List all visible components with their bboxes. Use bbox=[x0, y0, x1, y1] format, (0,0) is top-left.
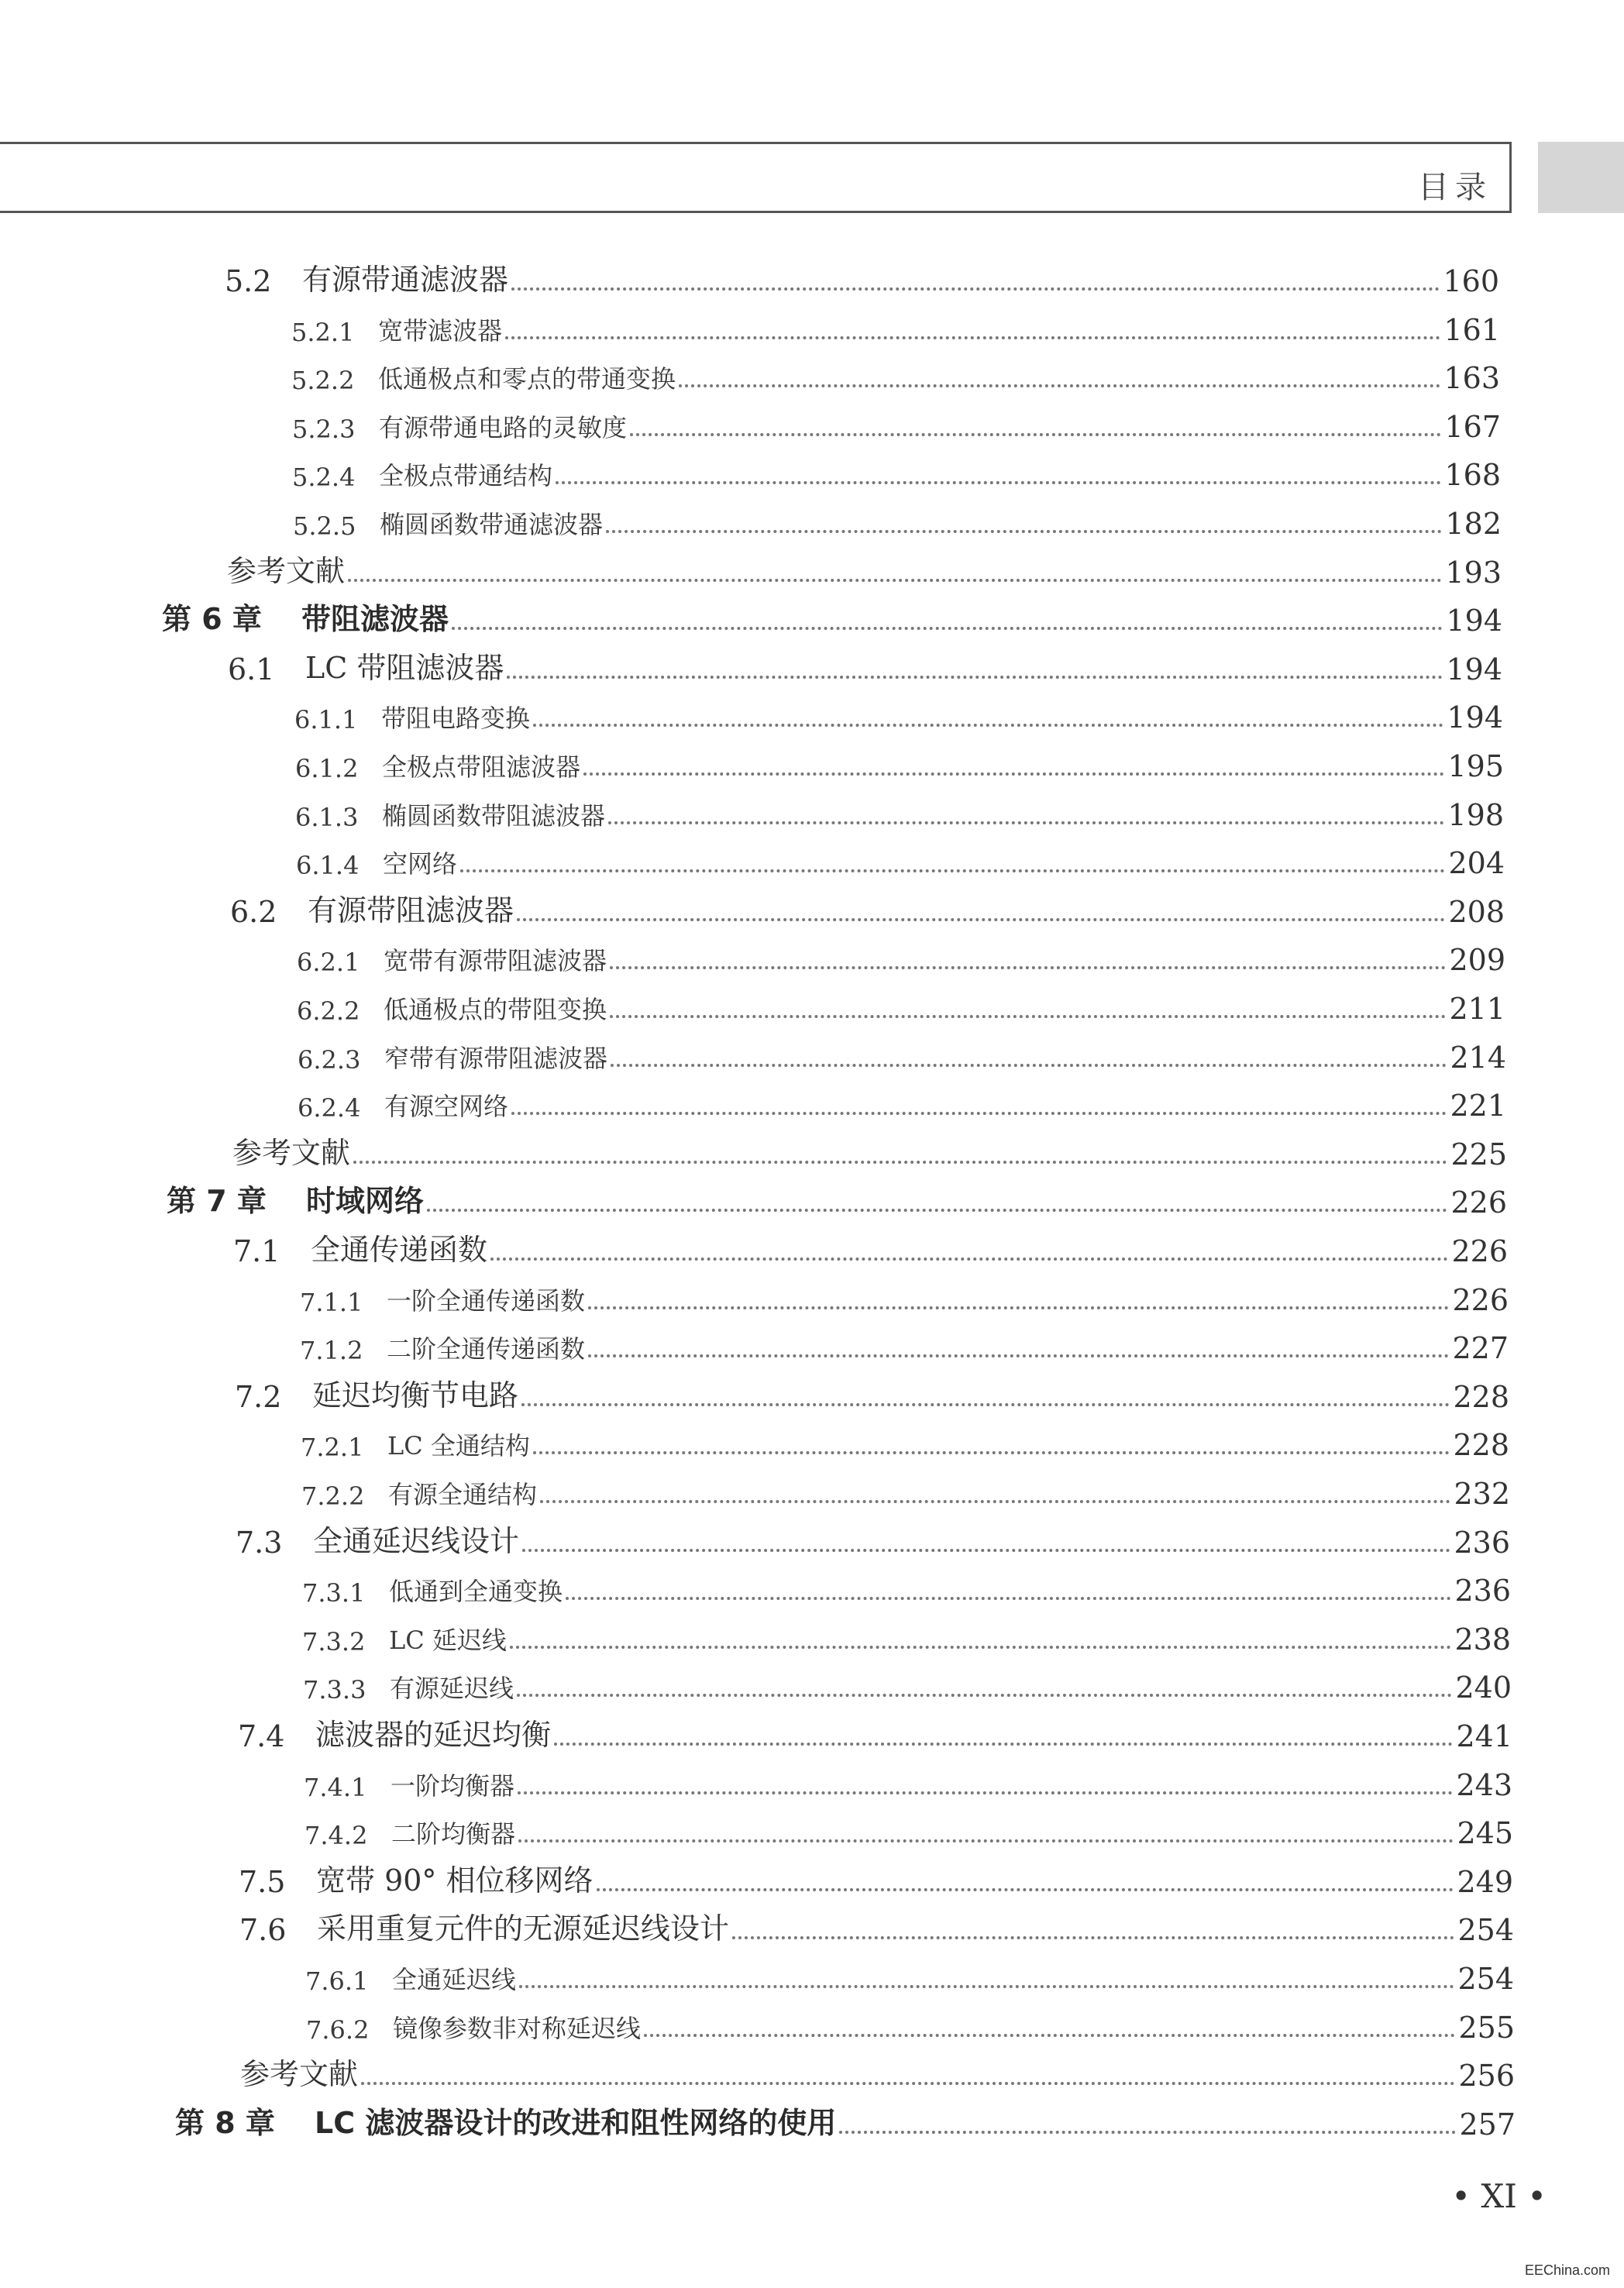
toc-entry-page: 228 bbox=[1453, 1428, 1509, 1462]
dot-leader bbox=[517, 1694, 1452, 1697]
toc-entry-number: 7.3 bbox=[236, 1526, 283, 1560]
toc-entry-page: 208 bbox=[1448, 895, 1505, 929]
toc-entry-number: 7.2 bbox=[235, 1380, 282, 1414]
toc-entry-title: 有源带通电路的灵敏度 bbox=[379, 413, 628, 442]
toc-entry-number: 7.1.2 bbox=[300, 1336, 363, 1365]
toc-entry-page: 232 bbox=[1454, 1477, 1510, 1511]
toc-entry-number: 6.1.4 bbox=[296, 851, 360, 880]
toc-section-entry[interactable] bbox=[0, 880, 1505, 929]
toc-entry-number: 7.2.2 bbox=[301, 1481, 365, 1511]
toc-subsection-entry[interactable] bbox=[0, 298, 1500, 347]
dot-leader bbox=[521, 1403, 1450, 1406]
toc-subsection-entry[interactable] bbox=[0, 1462, 1510, 1511]
toc-entry-number: 7.5 bbox=[239, 1865, 286, 1899]
toc-entry-number: 7.4 bbox=[238, 1719, 285, 1753]
toc-entry-page: 241 bbox=[1456, 1719, 1512, 1753]
header-rule-right bbox=[1509, 142, 1512, 213]
toc-section-entry[interactable] bbox=[0, 1705, 1512, 1753]
toc-subsection-entry[interactable] bbox=[0, 686, 1503, 735]
toc-entry-title: LC 带阻滤波器 bbox=[305, 651, 504, 685]
dot-leader bbox=[460, 869, 1445, 872]
toc-entry-title: 宽带滤波器 bbox=[378, 316, 503, 346]
toc-entry-page: 221 bbox=[1450, 1089, 1506, 1123]
toc-references-entry[interactable] bbox=[0, 541, 1502, 590]
dot-leader bbox=[554, 1743, 1453, 1746]
toc-entry-page: 204 bbox=[1448, 846, 1505, 880]
toc-entry-title: 二阶全通传递函数 bbox=[387, 1334, 586, 1364]
toc-entry-number: 7.3.1 bbox=[302, 1578, 366, 1608]
toc-entry-number: 7.3.2 bbox=[302, 1627, 366, 1657]
toc-entry-page: 243 bbox=[1456, 1768, 1512, 1802]
toc-entry-title: 有源全通结构 bbox=[388, 1480, 538, 1509]
dot-leader bbox=[679, 384, 1440, 387]
toc-entry-title: 空网络 bbox=[383, 849, 458, 879]
toc-entry-page: 228 bbox=[1453, 1380, 1509, 1414]
toc-section-entry[interactable] bbox=[0, 1511, 1510, 1560]
toc-entry-number: 6.2 bbox=[230, 895, 277, 929]
toc-references-entry[interactable] bbox=[0, 2044, 1515, 2093]
toc-subsection-entry[interactable] bbox=[0, 1947, 1514, 1996]
toc-entry-number: 6.1.1 bbox=[294, 705, 358, 735]
toc-entry-page: 257 bbox=[1459, 2107, 1516, 2142]
toc-chapter-entry[interactable] bbox=[0, 589, 1502, 638]
dot-leader bbox=[611, 1064, 1447, 1067]
dot-leader bbox=[540, 1500, 1450, 1503]
dot-leader bbox=[610, 1015, 1446, 1018]
toc-entry-page: 195 bbox=[1447, 749, 1504, 783]
toc-entry-number: 第 8 章 bbox=[175, 2106, 275, 2140]
dot-leader bbox=[511, 287, 1440, 291]
dot-leader bbox=[630, 433, 1441, 436]
toc-entry-page: 255 bbox=[1458, 2011, 1515, 2045]
toc-subsection-entry[interactable] bbox=[0, 1074, 1506, 1123]
page-number: • XI • bbox=[1451, 2177, 1547, 2215]
toc-entry-title: 低通极点和零点的带通变换 bbox=[378, 364, 676, 394]
toc-entry-title: LC 延迟线 bbox=[389, 1626, 507, 1655]
dot-leader bbox=[361, 2082, 1455, 2085]
toc-section-entry[interactable] bbox=[0, 1850, 1513, 1899]
toc-entry-title: 有源空网络 bbox=[384, 1092, 509, 1121]
toc-entry-title: 参考文献 bbox=[227, 554, 346, 588]
toc-subsection-entry[interactable] bbox=[0, 783, 1504, 832]
toc-entry-title: 全极点带通结构 bbox=[379, 461, 553, 490]
toc-entry-number: 7.4.2 bbox=[304, 1821, 368, 1850]
toc-entry-number: 5.2.5 bbox=[293, 511, 356, 541]
toc-entry-page: 226 bbox=[1452, 1283, 1509, 1317]
toc-entry-title: 全极点带阻滤波器 bbox=[382, 752, 581, 782]
dot-leader bbox=[490, 1258, 1448, 1261]
toc-subsection-entry[interactable] bbox=[0, 1608, 1511, 1657]
dot-leader bbox=[522, 1549, 1450, 1552]
dot-leader bbox=[452, 627, 1443, 630]
dot-leader bbox=[583, 772, 1444, 776]
dot-leader bbox=[606, 530, 1442, 533]
toc-entry-page: 198 bbox=[1447, 798, 1504, 832]
toc-entry-title: 有源延迟线 bbox=[390, 1674, 514, 1703]
toc-entry-title: 一阶均衡器 bbox=[391, 1771, 515, 1801]
toc-entry-number: 6.1.2 bbox=[295, 754, 359, 783]
toc-section-entry[interactable] bbox=[0, 1220, 1508, 1268]
toc-subsection-entry[interactable] bbox=[0, 1268, 1509, 1317]
toc-subsection-entry[interactable] bbox=[0, 1996, 1515, 2045]
toc-entry-number: 6.2.1 bbox=[297, 948, 360, 977]
toc-entry-number: 7.6.1 bbox=[305, 1966, 369, 1996]
dot-leader bbox=[519, 1985, 1454, 1988]
dot-leader bbox=[348, 579, 1442, 582]
toc-section-entry[interactable] bbox=[0, 249, 1499, 298]
toc-entry-page: 194 bbox=[1446, 652, 1502, 686]
dot-leader bbox=[588, 1354, 1449, 1357]
toc-entry-title: 椭圆函数带阻滤波器 bbox=[382, 801, 606, 831]
dot-leader bbox=[608, 821, 1444, 824]
toc-entry-title: 参考文献 bbox=[240, 2057, 359, 2091]
dot-leader bbox=[732, 1936, 1454, 1939]
dot-leader bbox=[533, 1451, 1450, 1454]
toc-entry-page: 194 bbox=[1446, 604, 1502, 638]
toc-subsection-entry[interactable] bbox=[0, 1656, 1512, 1705]
toc-entry-page: 163 bbox=[1443, 361, 1500, 395]
toc-section-entry[interactable] bbox=[0, 1365, 1509, 1414]
toc-subsection-entry[interactable] bbox=[0, 346, 1500, 395]
toc-entry-number: 7.3.3 bbox=[303, 1675, 366, 1705]
toc-entry-page: 236 bbox=[1454, 1574, 1511, 1608]
toc-subsection-entry[interactable] bbox=[0, 492, 1502, 541]
toc-entry-title: 全通延迟线 bbox=[392, 1965, 517, 1994]
toc-subsection-entry[interactable] bbox=[0, 977, 1505, 1026]
toc-entry-number: 6.2.2 bbox=[297, 996, 360, 1026]
dot-leader bbox=[610, 966, 1446, 969]
toc-entry-page: 238 bbox=[1454, 1622, 1511, 1657]
dot-leader bbox=[597, 1888, 1454, 1891]
dot-leader bbox=[511, 1112, 1447, 1115]
toc-subsection-entry[interactable] bbox=[0, 831, 1505, 880]
toc-entry-page: 193 bbox=[1445, 556, 1502, 590]
toc-entry-number: 7.1 bbox=[233, 1234, 280, 1268]
dot-leader bbox=[505, 336, 1440, 339]
toc-entry-number: 7.6 bbox=[239, 1913, 287, 1947]
toc-entry-page: 226 bbox=[1450, 1185, 1507, 1220]
toc-entry-page: 214 bbox=[1450, 1041, 1506, 1075]
toc-subsection-entry[interactable] bbox=[0, 735, 1504, 783]
dot-leader bbox=[353, 1161, 1447, 1164]
toc-entry-number: 5.2.4 bbox=[292, 463, 356, 492]
toc-entry-number: 7.2.1 bbox=[301, 1433, 364, 1462]
toc-entry-number: 7.4.1 bbox=[304, 1773, 367, 1802]
toc-entry-title: 采用重复元件的无源延迟线设计 bbox=[317, 1911, 730, 1946]
dot-leader bbox=[644, 2034, 1455, 2037]
toc-entry-title: 低通极点的带阻变换 bbox=[384, 995, 607, 1024]
dot-leader bbox=[839, 2131, 1456, 2134]
dot-leader bbox=[588, 1306, 1449, 1309]
toc-entry-page: 182 bbox=[1445, 507, 1502, 541]
toc-entry-page: 254 bbox=[1457, 1962, 1514, 1996]
toc-entry-page: 160 bbox=[1443, 264, 1499, 298]
toc-entry-page: 240 bbox=[1455, 1670, 1512, 1705]
toc-entry-title: 宽带有源带阻滤波器 bbox=[384, 946, 607, 975]
toc-entry-number: 5.2.3 bbox=[292, 415, 356, 444]
toc-entry-page: 256 bbox=[1458, 2059, 1515, 2093]
toc-references-entry[interactable] bbox=[0, 1123, 1507, 1172]
toc-entry-title: 参考文献 bbox=[232, 1136, 351, 1170]
toc-entry-title: 有源带阻滤波器 bbox=[308, 893, 514, 927]
dot-leader bbox=[533, 724, 1443, 727]
watermark: EEChina.com bbox=[1524, 2262, 1610, 2278]
toc-chapter-entry[interactable] bbox=[0, 1171, 1507, 1220]
edge-thumb-tab bbox=[1538, 142, 1624, 213]
toc-entry-number: 5.2.2 bbox=[291, 366, 355, 395]
toc-subsection-entry[interactable] bbox=[0, 1413, 1509, 1462]
toc-entry-number: 5.2 bbox=[225, 264, 272, 298]
toc-entry-title: 时域网络 bbox=[306, 1184, 425, 1218]
toc-chapter-entry[interactable] bbox=[0, 2093, 1516, 2142]
dot-leader bbox=[556, 481, 1441, 484]
toc-entry-title: 窄带有源带阻滤波器 bbox=[384, 1044, 608, 1073]
toc-entry-page: 236 bbox=[1454, 1526, 1510, 1560]
toc-section-entry[interactable] bbox=[0, 638, 1502, 686]
toc-entry-page: 245 bbox=[1457, 1816, 1513, 1850]
toc-entry-page: 226 bbox=[1451, 1234, 1508, 1268]
header-rule-top bbox=[0, 142, 1511, 144]
toc-entry-page: 227 bbox=[1452, 1331, 1509, 1365]
toc-entry-number: 5.2.1 bbox=[291, 318, 355, 347]
toc-entry-page: 194 bbox=[1447, 700, 1503, 735]
toc-entry-number: 6.2.3 bbox=[298, 1045, 361, 1075]
dot-leader bbox=[518, 1791, 1453, 1794]
toc-entry-page: 225 bbox=[1450, 1137, 1507, 1172]
toc-entry-title: LC 全通结构 bbox=[387, 1431, 530, 1461]
toc-entry-page: 209 bbox=[1449, 943, 1505, 977]
toc-entry-title: 全通传递函数 bbox=[311, 1233, 488, 1267]
toc-subsection-entry[interactable] bbox=[0, 928, 1505, 977]
dot-leader bbox=[510, 1646, 1452, 1649]
toc-entry-number: 第 6 章 bbox=[162, 602, 262, 636]
toc-subsection-entry[interactable] bbox=[0, 1559, 1511, 1608]
toc-entry-title: 低通到全通变换 bbox=[389, 1577, 563, 1606]
toc-subsection-entry[interactable] bbox=[0, 443, 1501, 492]
toc-subsection-entry[interactable] bbox=[0, 395, 1501, 444]
toc-entry-title: 宽带 90° 相位移网络 bbox=[316, 1863, 594, 1897]
toc-subsection-entry[interactable] bbox=[0, 1316, 1509, 1365]
toc-entry-title: 带阻滤波器 bbox=[301, 602, 449, 636]
toc-entry-title: 滤波器的延迟均衡 bbox=[315, 1718, 552, 1752]
dot-leader bbox=[566, 1597, 1451, 1600]
toc-entry-number: 第 7 章 bbox=[167, 1184, 267, 1218]
toc-entry-title: 全通延迟线设计 bbox=[313, 1524, 520, 1558]
toc-entry-page: 249 bbox=[1457, 1865, 1513, 1899]
header-rule-bottom bbox=[0, 211, 1511, 213]
dot-leader bbox=[518, 1839, 1454, 1842]
toc-subsection-entry[interactable] bbox=[0, 1753, 1512, 1802]
toc-entry-number: 7.1.1 bbox=[300, 1288, 363, 1317]
toc-entry-page: 168 bbox=[1444, 458, 1501, 492]
toc-entry-title: 二阶均衡器 bbox=[391, 1819, 516, 1849]
toc-entry-title: 有源带通滤波器 bbox=[302, 263, 509, 297]
toc-entry-page: 211 bbox=[1449, 992, 1505, 1026]
toc-section-entry[interactable] bbox=[0, 1898, 1514, 1947]
toc-entry-title: 延迟均衡节电路 bbox=[312, 1378, 519, 1412]
dot-leader bbox=[427, 1209, 1447, 1212]
toc-entry-number: 6.1 bbox=[228, 652, 275, 686]
toc-entry-title: LC 滤波器设计的改进和阻性网络的使用 bbox=[315, 2106, 837, 2140]
dot-leader bbox=[517, 918, 1445, 921]
toc-entry-title: 椭圆函数带通滤波器 bbox=[380, 510, 604, 539]
toc-entry-title: 带阻电路变换 bbox=[381, 704, 531, 733]
dot-leader bbox=[507, 676, 1443, 679]
toc-entry-title: 镜像参数非对称延迟线 bbox=[393, 2014, 642, 2043]
toc-entry-title: 一阶全通传递函数 bbox=[387, 1286, 586, 1316]
toc-subsection-entry[interactable] bbox=[0, 1801, 1513, 1850]
toc-entry-page: 254 bbox=[1457, 1913, 1514, 1947]
toc-entry-page: 167 bbox=[1444, 410, 1501, 444]
toc-subsection-entry[interactable] bbox=[0, 1026, 1506, 1075]
toc-entry-number: 6.2.4 bbox=[298, 1093, 361, 1123]
toc-entry-page: 161 bbox=[1443, 313, 1500, 347]
running-header-title: 目录 bbox=[1418, 170, 1492, 205]
toc-entry-number: 7.6.2 bbox=[306, 2015, 370, 2045]
toc-entry-number: 6.1.3 bbox=[295, 803, 359, 832]
